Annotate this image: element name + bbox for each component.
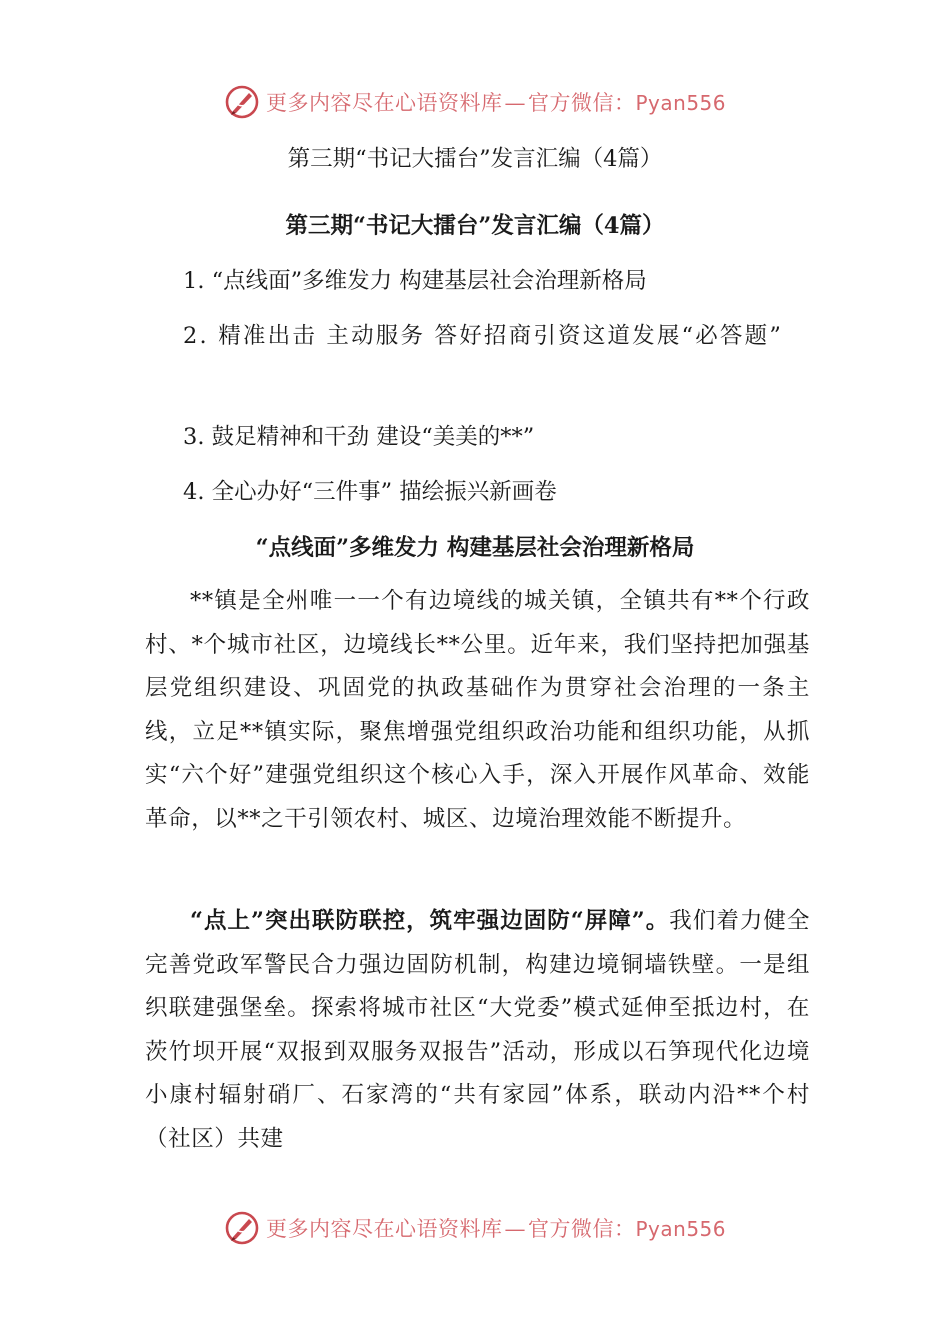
- banner-separator: —: [504, 1217, 526, 1241]
- pen-logo-icon: [224, 1210, 260, 1246]
- footer-banner: [0, 1210, 950, 1246]
- toc-item-2: 2. 精准出击 主动服务 答好招商引资这道发展“必答题”: [183, 323, 784, 349]
- article-title: “点线面”多维发力 构建基层社会治理新格局: [255, 535, 695, 561]
- banner-text: [266, 87, 726, 117]
- banner-wechat-label: 官方微信：: [527, 91, 636, 115]
- toc-item-4: 4. 全心办好“三件事” 描绘振兴新画卷: [183, 479, 557, 505]
- pen-logo-icon: [224, 84, 260, 120]
- banner-separator: —: [504, 91, 526, 115]
- paragraph-1: **镇是全州唯一一个有边境线的城关镇，全镇共有**个行政村、*个城市社区，边境线长**公里。近年来，我们坚持把加强基层党组织建设、巩固党的执政基础作为贯穿社会治理的一条主线，立足**镇实际，聚焦增强党组织政治功能和组织功能，从抓实“六个好”建强党组织这个核心入手，深入开展作风革命、效能革命，以**之干引领农村、城区、边境治理效能不断提升。: [145, 588, 810, 832]
- paragraph-2-body: 我们着力健全完善党政军警民合力强边固防机制，构建边境铜墙铁壁。一是组织联建强堡垒。探索将城市社区“大党委”模式延伸至抵边村，在茨竹坝开展“双报到双服务双报告”活动，形成以石笋现代化边境小康村辐射硝厂、石家湾的“共有家园”体系，联动内沿**个村（社区）共建: [145, 908, 810, 1152]
- section-title: 第三期“书记大擂台”发言汇编（4篇）: [285, 213, 665, 239]
- paragraph-2: [145, 900, 810, 1161]
- banner-text: [266, 1213, 726, 1243]
- header-banner: [0, 84, 950, 120]
- banner-wechat-id: Pyan556: [635, 91, 726, 115]
- banner-main: 更多内容尽在心语资料库: [265, 91, 503, 115]
- toc-item-3: 3. 鼓足精神和干劲 建设“美美的**”: [183, 424, 535, 450]
- paragraph-2-lead: “点上”突出联防联控，筑牢强边固防“屏障”。: [190, 908, 670, 934]
- banner-wechat-id: Pyan556: [635, 1217, 726, 1241]
- banner-main: 更多内容尽在心语资料库: [265, 1217, 503, 1241]
- document-title: 第三期“书记大擂台”发言汇编（4篇）: [287, 146, 663, 172]
- banner-wechat-label: 官方微信：: [527, 1217, 636, 1241]
- toc-item-1: 1. “点线面”多维发力 构建基层社会治理新格局: [183, 268, 647, 294]
